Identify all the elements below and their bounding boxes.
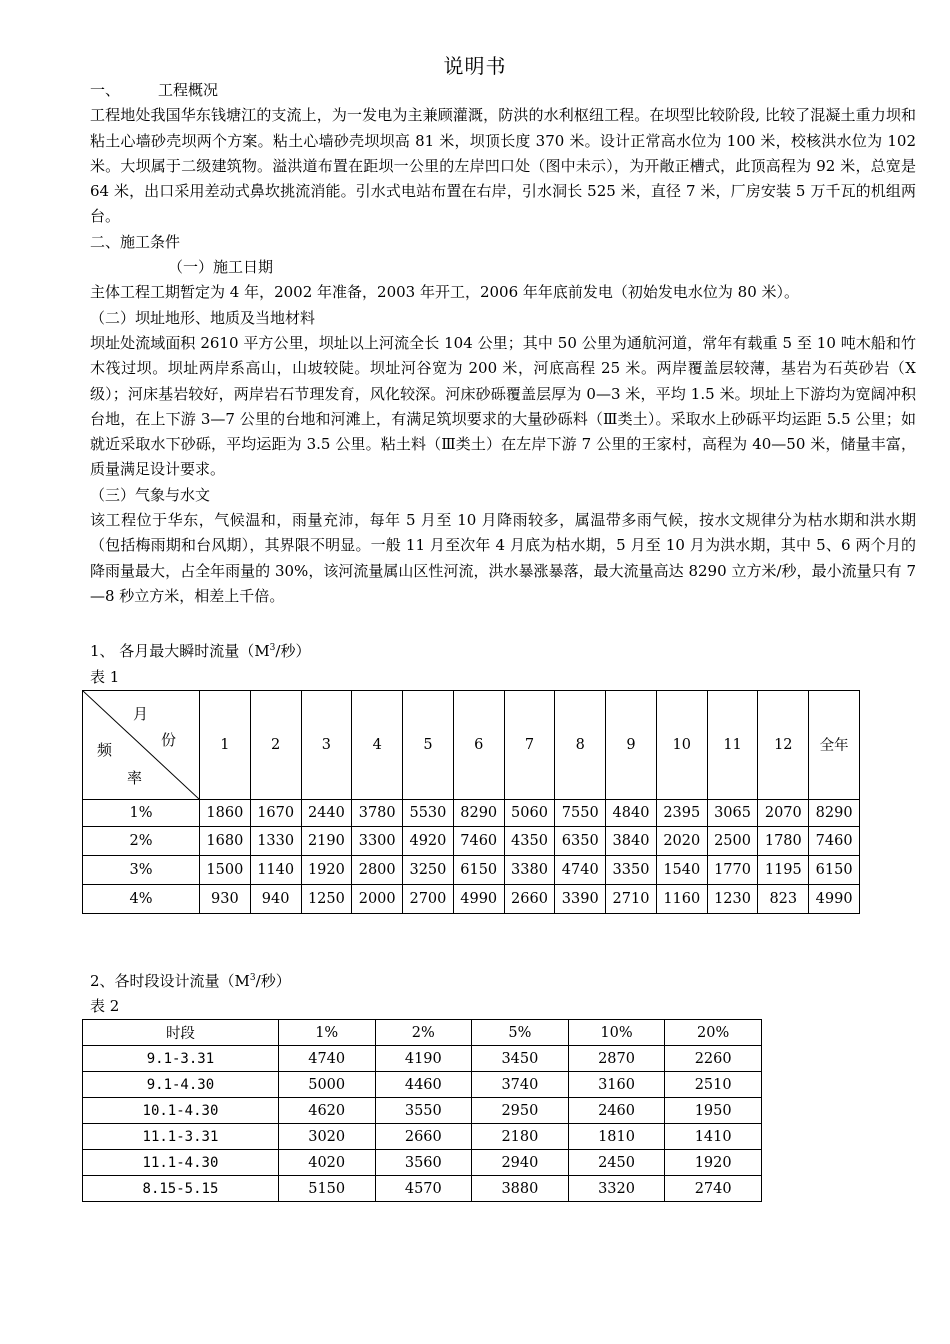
table-1-corner-cell [83,690,200,799]
table-1-cell: 2395 [656,799,707,826]
table-2-cell: 1810 [568,1124,665,1150]
table-2-cell: 3450 [472,1046,569,1072]
table-1-cell: 4990 [453,884,504,913]
table-1-cell: 2000 [352,884,403,913]
table-1-cell: 5530 [403,799,454,826]
table-1-cell: 3350 [606,855,657,884]
table-2-cell: 2180 [472,1124,569,1150]
table-1-cell: 1780 [758,826,809,855]
table-2-cell: 2740 [665,1176,762,1202]
table-1-row-label: 2% [83,826,200,855]
table-1-cell: 8290 [453,799,504,826]
table-1-cell: 4920 [403,826,454,855]
table-1-cell: 1500 [200,855,251,884]
table-1-cell: 3250 [403,855,454,884]
corner-month-2: 份 [161,730,177,749]
table-1-cell: 6350 [555,826,606,855]
table-1-cell: 7460 [453,826,504,855]
table-1-cell: 2190 [301,826,352,855]
corner-freq-2: 率 [127,768,143,787]
table-2-period-cell: 9.1-4.30 [83,1072,279,1098]
table-2-cell: 5150 [278,1176,375,1202]
table-1-row-label: 4% [83,884,200,913]
table-2-cell: 1920 [665,1150,762,1176]
table-2-row [83,1150,762,1176]
table-2-cell: 2660 [375,1124,472,1150]
table-2-cell: 4190 [375,1046,472,1072]
subsection-1-heading: （一）施工日期 [168,258,274,277]
table-1-row [83,826,860,855]
table-1-col-header: 10 [656,690,707,799]
table-2-col-header: 5% [472,1020,569,1046]
table-2-period-cell: 9.1-3.31 [83,1046,279,1072]
document-body [90,78,916,1202]
table-2-label: 表 2 [90,997,120,1016]
table-2 [82,1019,762,1202]
table-1-cell: 3380 [504,855,555,884]
table-1-cell: 4350 [504,826,555,855]
table-2-cell: 2450 [568,1150,665,1176]
table-1-cell: 2700 [403,884,454,913]
table-1-col-header: 2 [250,690,301,799]
table-2-row [83,1098,762,1124]
table-2-period-cell: 11.1-3.31 [83,1124,279,1150]
table-1-cell: 8290 [809,799,860,826]
table-2-cell: 4020 [278,1150,375,1176]
table-1-cell: 4990 [809,884,860,913]
table-2-cell: 1950 [665,1098,762,1124]
table-1-cell: 940 [250,884,301,913]
table-1-col-header: 全年 [809,690,860,799]
section-1-number: 一、 [90,81,121,99]
table-1-cell: 1140 [250,855,301,884]
table-2-cell: 3550 [375,1098,472,1124]
table-1-col-header: 11 [707,690,758,799]
table-2-cell: 2460 [568,1098,665,1124]
table-1-col-header: 3 [301,690,352,799]
table-1-col-header: 5 [403,690,454,799]
table-1-cell: 2440 [301,799,352,826]
corner-month-1: 月 [133,704,149,723]
table-2-cell: 3320 [568,1176,665,1202]
table-1-row [83,884,860,913]
table-2-col-header: 1% [278,1020,375,1046]
table-1-cell: 3390 [555,884,606,913]
table-1-cell: 7460 [809,826,860,855]
table-1-cell: 3065 [707,799,758,826]
table-1-cell: 1160 [656,884,707,913]
table-2-period-cell: 11.1-4.30 [83,1150,279,1176]
table-1-cell: 1770 [707,855,758,884]
table-2-row [83,1046,762,1072]
table-2-period-cell: 10.1-4.30 [83,1098,279,1124]
table-1-row [83,799,860,826]
subsection-3-heading: （三）气象与水文 [90,485,211,504]
table-1-cell: 1330 [250,826,301,855]
table-1-cell: 1680 [200,826,251,855]
table-2-cell: 2870 [568,1046,665,1072]
table-2-row [83,1124,762,1150]
table-1-cell: 6150 [453,855,504,884]
table-1-cell: 2070 [758,799,809,826]
table-2-col-header: 2% [375,1020,472,1046]
section-1-heading [90,78,916,103]
table-1-cell: 3840 [606,826,657,855]
subsection-2-text: 坝址处流域面积 2610 平方公里，坝址以上河流全长 104 公里；其中 50 公里为通航河道，常年有载重 5 至 10 吨木船和竹木筏过坝。坝址两岸系高山，山坡较陡。坝址河谷宽为 200 米，河底高程 25 米。两岸覆盖层较薄，基岩为石英砂岩（X 级）；河床基岩较好，两岸岩石节理发育，风化较深。河床砂砾覆盖层厚为 0—3 米，平均 1.5 米。坝址上下游均为宽阔冲积台地，在上下游 3—7 公里的台地和河滩上，有满足筑坝要求的大量砂砾料（Ⅲ类土）。采取水上砂砾平均运距 5.5 公里；如就近采取水下砂砾，平均运距为 3.5 公里。粘土料（Ⅲ类土）在左岸下游 7 公里的王家村，高程为 40—50 米，储量丰富，质量满足设计要求。 [90,333,916,479]
table-1-cell: 1920 [301,855,352,884]
table-2-cell: 2260 [665,1046,762,1072]
section-1-text: 工程地处我国华东钱塘江的支流上，为一发电为主兼顾灌溉，防洪的水利枢纽工程。在坝型比较阶段, 比较了混凝土重力坝和粘土心墙砂壳坝两个方案。粘土心墙砂壳坝坝高 81 米，坝顶长度 370 米。设计正常高水位为 100 米，校核洪水位为 102 米。大坝属于二级建筑物。溢洪道布置在距坝一公里的左岸凹口处（图中未示），为开敞正槽式，此顶高程为 92 米，总宽是 64 米，出口采用差动式鼻坎挑流消能。引水式电站布置在右岸，引水洞长 525 米，直径 7 米，厂房安装 5 万千瓦的机组两台。 [90,106,916,226]
table-1-heading: 1、 各月最大瞬时流量（$M^3/$秒） [90,642,311,661]
table-1-row [83,855,860,884]
table-1-col-header: 1 [200,690,251,799]
table-1-cell: 1860 [200,799,251,826]
table-2-row [83,1176,762,1202]
table-1-cell: 1195 [758,855,809,884]
table-2-cell: 4620 [278,1098,375,1124]
table-1-col-header: 4 [352,690,403,799]
table-1-col-header: 7 [504,690,555,799]
subsection-3-text: 该工程位于华东，气候温和，雨量充沛，每年 5 月至 10 月降雨较多，属温带多雨气候，按水文规律分为枯水期和洪水期（包括梅雨期和台风期），其界限不明显。一般 11 月至次年 4 月底为枯水期，5 月至 10 月为洪水期，其中 5、6 两个月的降雨量最大，占全年雨量的 30%，该河流量属山区性河流，洪水暴涨暴落，最大流量高达 8290 立方米/秒，最小流量只有 7—8 秒立方米，相差上千倍。 [90,511,916,605]
table-1-col-header: 9 [606,690,657,799]
table-1-cell: 7550 [555,799,606,826]
table-2-cell: 4460 [375,1072,472,1098]
table-2-col-header: 10% [568,1020,665,1046]
table-1-cell: 2500 [707,826,758,855]
table-1-row-label: 1% [83,799,200,826]
document-title: 说明书 [443,54,507,78]
table-2-heading: 2、各时段设计流量（$M^3/$秒） [90,971,291,990]
table-1-col-header: 12 [758,690,809,799]
table-2-col-header: 时段 [83,1020,279,1046]
table-1-cell: 1250 [301,884,352,913]
table-1-cell: 4840 [606,799,657,826]
table-2-cell: 3560 [375,1150,472,1176]
table-2-cell: 2950 [472,1098,569,1124]
table-2-cell: 3020 [278,1124,375,1150]
table-1-cell: 2800 [352,855,403,884]
table-2-cell: 2940 [472,1150,569,1176]
table-1-cell: 3780 [352,799,403,826]
table-1-cell: 1540 [656,855,707,884]
table-1-cell: 4740 [555,855,606,884]
section-1-title: 工程概况 [158,81,219,99]
table-1-cell: 823 [758,884,809,913]
table-1 [82,690,860,914]
table-1-col-header: 8 [555,690,606,799]
table-2-cell: 5000 [278,1072,375,1098]
table-1-cell: 2020 [656,826,707,855]
table-1-cell: 1230 [707,884,758,913]
table-2-col-header: 20% [665,1020,762,1046]
table-1-cell: 1670 [250,799,301,826]
table-1-cell: 2710 [606,884,657,913]
table-2-cell: 1410 [665,1124,762,1150]
table-2-header-row [83,1020,762,1046]
table-1-cell: 5060 [504,799,555,826]
table-2-cell: 3880 [472,1176,569,1202]
table-1-cell: 930 [200,884,251,913]
table-2-cell: 3160 [568,1072,665,1098]
table-2-period-cell: 8.15-5.15 [83,1176,279,1202]
table-2-row [83,1072,762,1098]
table-1-cell: 6150 [809,855,860,884]
table-1-label: 表 1 [90,667,120,686]
subsection-1-text: 主体工程工期暂定为 4 年，2002 年准备，2003 年开工，2006 年年底前发电（初始发电水位为 80 米）。 [90,283,800,302]
section-2-heading: 二、施工条件 [90,232,181,251]
table-2-cell: 3740 [472,1072,569,1098]
table-1-cell: 2660 [504,884,555,913]
corner-freq-1: 频 [97,740,113,759]
subsection-2-heading: （二）坝址地形、地质及当地材料 [90,308,316,327]
table-2-cell: 4570 [375,1176,472,1202]
table-1-col-header: 6 [453,690,504,799]
table-1-cell: 3300 [352,826,403,855]
table-2-cell: 2510 [665,1072,762,1098]
table-2-cell: 4740 [278,1046,375,1072]
table-1-row-label: 3% [83,855,200,884]
